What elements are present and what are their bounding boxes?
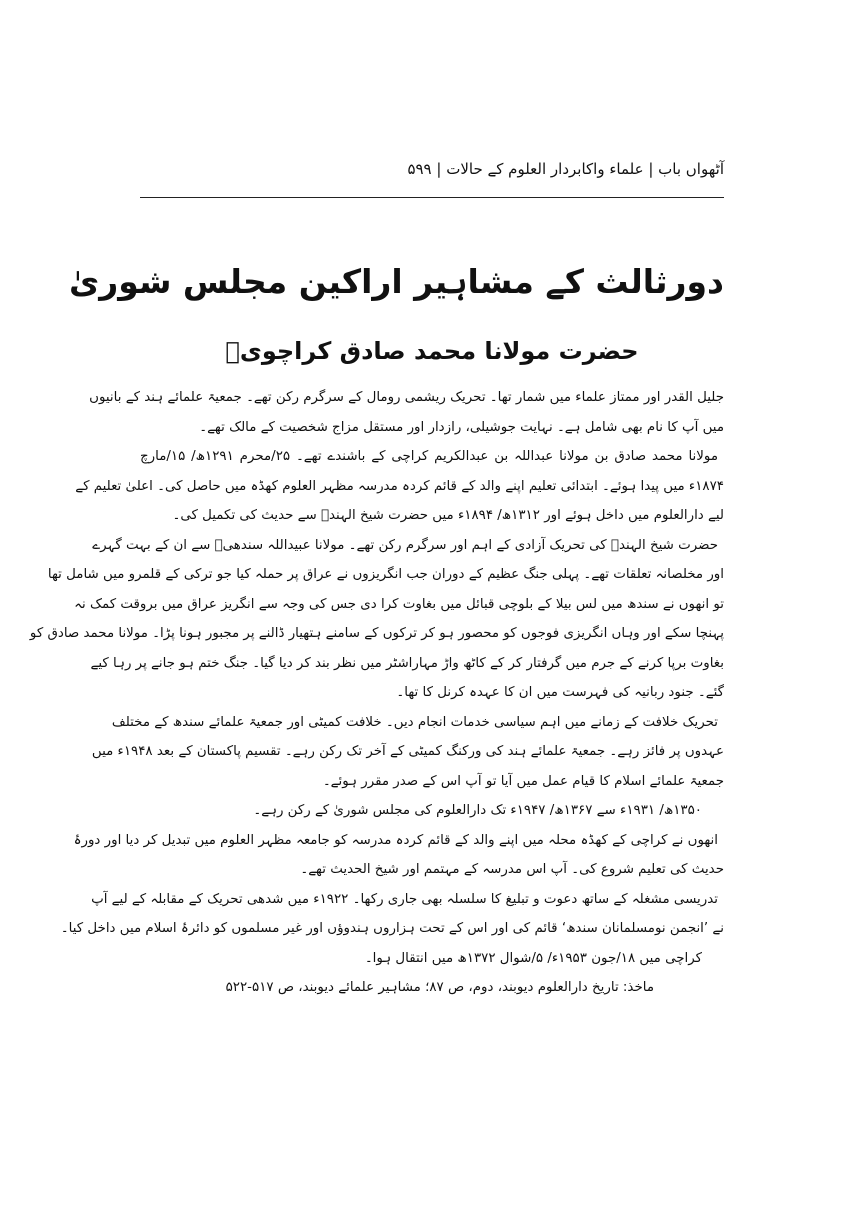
text-line: بغاوت برپا کرنے کے جرم میں گرفتار کر کے کاٹھ واڑ مہاراشٹر میں نظر بند کر دیا گیا۔ جنگ ختم ہو جانے پر رہا کیے	[90, 655, 724, 671]
section-title: حضرت مولانا محمد صادق کراچویؒ	[225, 337, 639, 365]
text-line: انھوں نے کراچی کے کھڈہ محلہ میں اپنے والد کے قائم کردہ مدرسہ کو جامعہ مظہر العلوم میں تبدیل کر دیا اور دورۂ	[73, 832, 718, 848]
body-text	[29, 383, 724, 1003]
text-line: مولانا محمد صادق بن مولانا عبداللہ بن عبدالکریم کراچی کے باشندے تھے۔ ۲۵/محرم ۱۲۹۱ھ/ ۱۵/مارچ	[140, 449, 718, 464]
text-line: حدیث کی تعلیم شروع کی۔ آپ اس مدرسہ کے مہتمم اور شیخ الحدیث تھے۔	[300, 862, 724, 877]
text-line: جلیل القدر اور ممتاز علماء میں شمار تھا۔ تحریک ریشمی رومال کے سرگرم رکن تھے۔ جمعیۃ علمائے ہند کے بانیوں	[89, 390, 724, 405]
text-line: گئے۔ جنود ربانیہ کی فہرست میں ان کا عہدہ کرنل کا تھا۔	[396, 685, 724, 700]
text-line: ۱۸۷۴ء میں پیدا ہوئے۔ ابتدائی تعلیم اپنے والد کے قائم کردہ مدرسہ مظہر العلوم کھڈہ میں حاصل کی۔ اعلیٰ تعلیم کے	[75, 478, 724, 494]
text-line: میں آپ کا نام بھی شامل ہے۔ نہایت جوشیلی، رازدار اور مستقل مزاج شخصیت کے مالک تھے۔	[199, 419, 724, 435]
source-line: ماخذ: تاریخ دارالعلوم دیوبند، دوم، ص ۸۷؛ مشاہیر علمائے دیوبند، ص ۵۱۷-۵۲۲	[225, 980, 654, 995]
text-line: کراچی میں ۱۸/جون ۱۹۵۳ء/ ۵/شوال ۱۳۷۲ھ میں انتقال ہوا۔	[364, 950, 702, 966]
text-line: تو انھوں نے سندھ میں لس بیلا کے بلوچی قبائل میں بغاوت کرا دی جس کی وجہ سے انگریز عراق میں بروقت کمک نہ	[74, 596, 724, 612]
header-rule	[140, 197, 724, 198]
text-line: نے ’انجمن نومسلمانان سندھ‘ قائم کی اور اس کے تحت ہزاروں ہندوؤں اور غیر مسلموں کو دائرۂ اسلام میں داخل کیا۔	[60, 921, 724, 936]
text-line: اور مخلصانہ تعلقات تھے۔ پہلی جنگ عظیم کے دوران جب انگریزوں نے عراق پر حملہ کیا جو ترکی کے قلمرو میں شامل تھا	[47, 567, 724, 582]
text-line: ۱۳۵۰ھ/ ۱۹۳۱ء سے ۱۳۶۷ھ/ ۱۹۴۷ء تک دارالعلوم کی مجلس شوریٰ کے رکن رہے۔	[253, 803, 702, 818]
chapter-title: دورثالث کے مشاہیر اراکین مجلس شوریٰ	[69, 262, 724, 301]
text-line: تدریسی مشغلہ کے ساتھ دعوت و تبلیغ کا سلسلہ بھی جاری رکھا۔ ۱۹۲۲ء میں شدھی تحریک کے مقابلہ کے لیے آپ	[91, 891, 718, 907]
text-line: تحریک خلافت کے زمانے میں اہم سیاسی خدمات انجام دیں۔ خلافت کمیٹی اور جمعیۃ علمائے سندھ کے مختلف	[111, 714, 718, 730]
text-line: عہدوں پر فائز رہے۔ جمعیۃ علمائے ہند کی ورکنگ کمیٹی کے آخر تک رکن رہے۔ تقسیم پاکستان کے بعد ۱۹۴۸ء میں	[91, 744, 724, 759]
text-line: جمعیۃ علمائے اسلام کا قیام عمل میں آیا تو آپ اس کے صدر مقرر ہوئے۔	[322, 773, 724, 789]
text-line: حضرت شیخ الہندؒ کی تحریک آزادی کے اہم اور سرگرم رکن تھے۔ مولانا عبیداللہ سندھیؒ سے ان کے بہت گہرے	[92, 537, 718, 553]
text-line: پہنچا سکے اور وہاں انگریزی فوجوں کو محصور ہو کر ترکوں کے سامنے ہتھیار ڈالنے پر مجبور ہونا پڑا۔ مولانا محمد صادق کو	[29, 626, 724, 641]
text-line: لیے دارالعلوم میں داخل ہوئے اور ۱۳۱۲ھ/ ۱۸۹۴ء میں حضرت شیخ الہندؒ سے حدیث کی تکمیل کی۔	[172, 508, 724, 523]
running-header: آٹھواں باب | علماء واکابردار العلوم کے حالات | ۵۹۹	[407, 160, 724, 178]
